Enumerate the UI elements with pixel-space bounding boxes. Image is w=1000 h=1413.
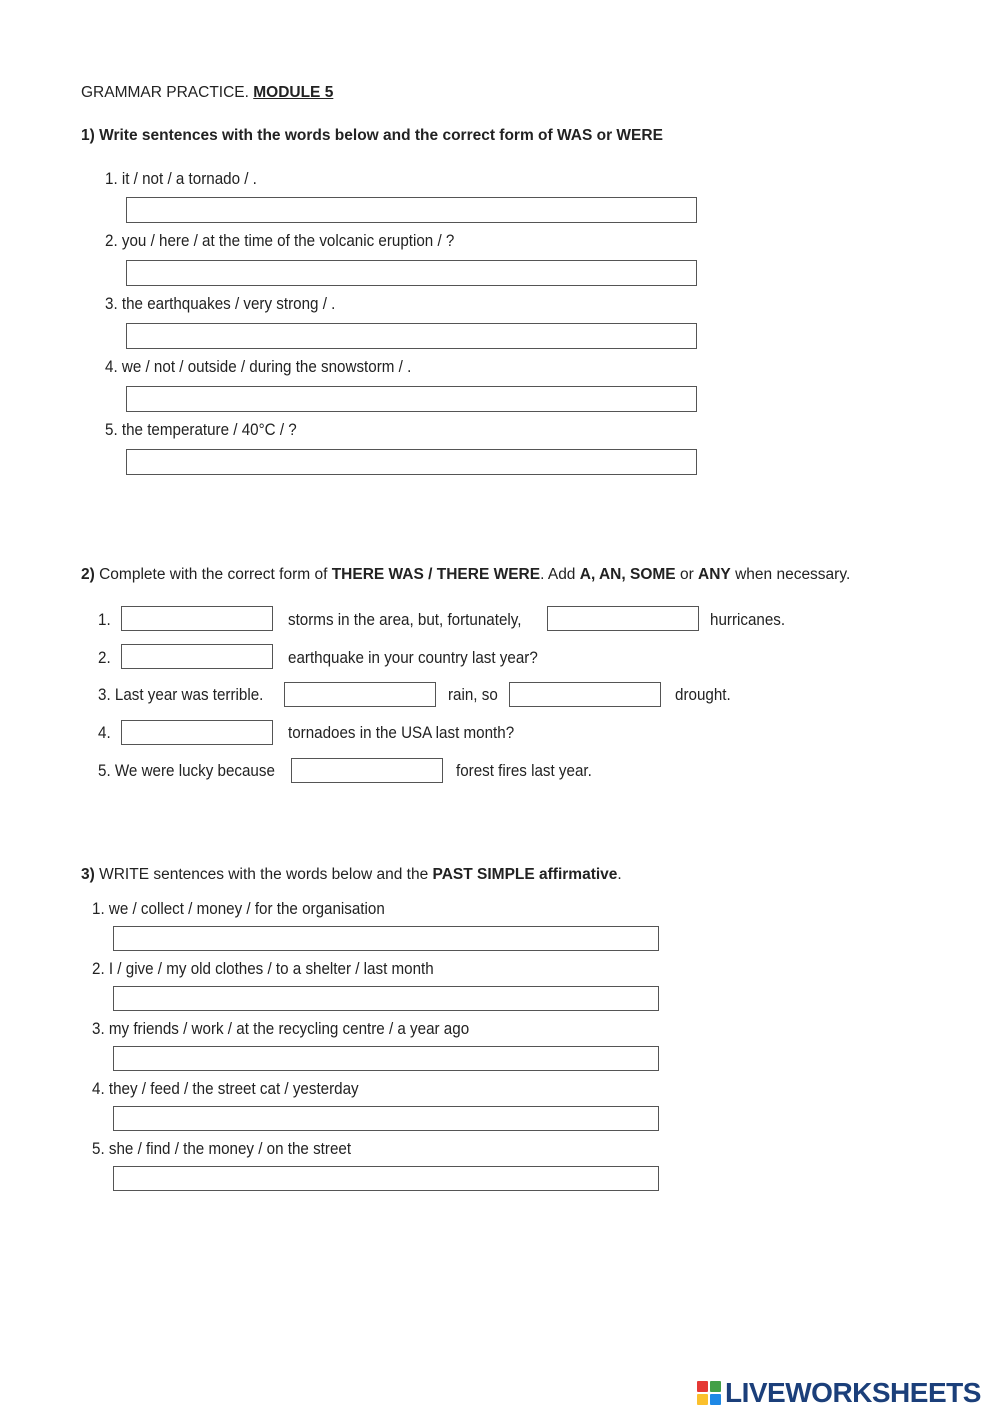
logo-square-yellow bbox=[697, 1394, 708, 1405]
s2-row3-end: drought. bbox=[675, 686, 731, 704]
s2-text-d: A, AN, SOME bbox=[579, 566, 676, 583]
s3-item-4: 4. they / feed / the street cat / yesterday bbox=[92, 1080, 359, 1098]
s3-text-c: . bbox=[617, 866, 622, 883]
s2-row1-blank-2[interactable] bbox=[547, 606, 699, 631]
s1-answer-2[interactable] bbox=[126, 260, 697, 286]
s1-answer-5[interactable] bbox=[126, 449, 697, 475]
s2-num: 2) bbox=[81, 566, 95, 583]
s1-item-4: 4. we / not / outside / during the snowstorm / . bbox=[105, 358, 412, 376]
section1-heading: 1) Write sentences with the words below and the correct form of WAS or WERE bbox=[81, 127, 663, 144]
s2-text-f: ANY bbox=[698, 566, 731, 583]
s2-row4-mid: tornadoes in the USA last month? bbox=[288, 724, 515, 742]
s3-answer-3[interactable] bbox=[113, 1046, 659, 1071]
s3-num: 3) bbox=[81, 866, 95, 883]
s3-text-a: WRITE sentences with the words below and the bbox=[94, 866, 433, 883]
s1-item-3: 3. the earthquakes / very strong / . bbox=[105, 295, 336, 313]
s1-answer-1[interactable] bbox=[126, 197, 697, 223]
s3-text-b: PAST SIMPLE affirmative bbox=[432, 866, 618, 883]
s2-row2-mid: earthquake in your country last year? bbox=[288, 649, 538, 667]
s2-text-e: or bbox=[675, 566, 699, 583]
section3-heading bbox=[81, 866, 622, 884]
s2-text-g: when necessary. bbox=[730, 566, 851, 583]
s3-answer-4[interactable] bbox=[113, 1106, 659, 1131]
s1-answer-4[interactable] bbox=[126, 386, 697, 412]
page-title bbox=[81, 84, 333, 102]
s2-row5-mid: forest fires last year. bbox=[456, 762, 592, 780]
logo-square-blue bbox=[710, 1394, 721, 1405]
s2-row5-lead: 5. We were lucky because bbox=[98, 762, 275, 780]
s1-item-2: 2. you / here / at the time of the volcanic eruption / ? bbox=[105, 232, 455, 250]
logo-squares-icon bbox=[697, 1381, 721, 1405]
s2-text-b: THERE WAS / THERE WERE bbox=[331, 566, 541, 583]
s3-answer-1[interactable] bbox=[113, 926, 659, 951]
s2-row2-num: 2. bbox=[98, 649, 111, 667]
s2-row4-num: 4. bbox=[98, 724, 111, 742]
s3-item-3: 3. my friends / work / at the recycling centre / a year ago bbox=[92, 1020, 470, 1038]
s2-row1-end: hurricanes. bbox=[710, 611, 786, 629]
s2-row3-mid: rain, so bbox=[448, 686, 498, 704]
s2-row3-blank-1[interactable] bbox=[284, 682, 436, 707]
s2-row3-lead: 3. Last year was terrible. bbox=[98, 686, 264, 704]
liveworksheets-logo bbox=[697, 1376, 981, 1410]
logo-square-green bbox=[710, 1381, 721, 1392]
s2-row4-blank[interactable] bbox=[121, 720, 273, 745]
section2-heading bbox=[81, 566, 850, 584]
s3-item-2: 2. I / give / my old clothes / to a shelter / last month bbox=[92, 960, 434, 978]
s3-item-5: 5. she / find / the money / on the street bbox=[92, 1140, 352, 1158]
s1-item-5: 5. the temperature / 40°C / ? bbox=[105, 421, 297, 439]
s3-answer-2[interactable] bbox=[113, 986, 659, 1011]
s2-text-c: . Add bbox=[540, 566, 580, 583]
logo-square-red bbox=[697, 1381, 708, 1392]
s2-row1-mid: storms in the area, but, fortunately, bbox=[288, 611, 522, 629]
s2-row3-blank-2[interactable] bbox=[509, 682, 661, 707]
s1-answer-3[interactable] bbox=[126, 323, 697, 349]
title-prefix: GRAMMAR PRACTICE. bbox=[81, 84, 254, 101]
s3-answer-5[interactable] bbox=[113, 1166, 659, 1191]
s1-item-1: 1. it / not / a tornado / . bbox=[105, 170, 257, 188]
s2-row1-blank-1[interactable] bbox=[121, 606, 273, 631]
s2-row1-num: 1. bbox=[98, 611, 111, 629]
s3-item-1: 1. we / collect / money / for the organisation bbox=[92, 900, 385, 918]
logo-text: LIVEWORKSHEETS bbox=[725, 1377, 981, 1408]
title-module: MODULE 5 bbox=[253, 84, 334, 101]
s2-text-a: Complete with the correct form of bbox=[94, 566, 332, 583]
s2-row5-blank[interactable] bbox=[291, 758, 443, 783]
s2-row2-blank[interactable] bbox=[121, 644, 273, 669]
